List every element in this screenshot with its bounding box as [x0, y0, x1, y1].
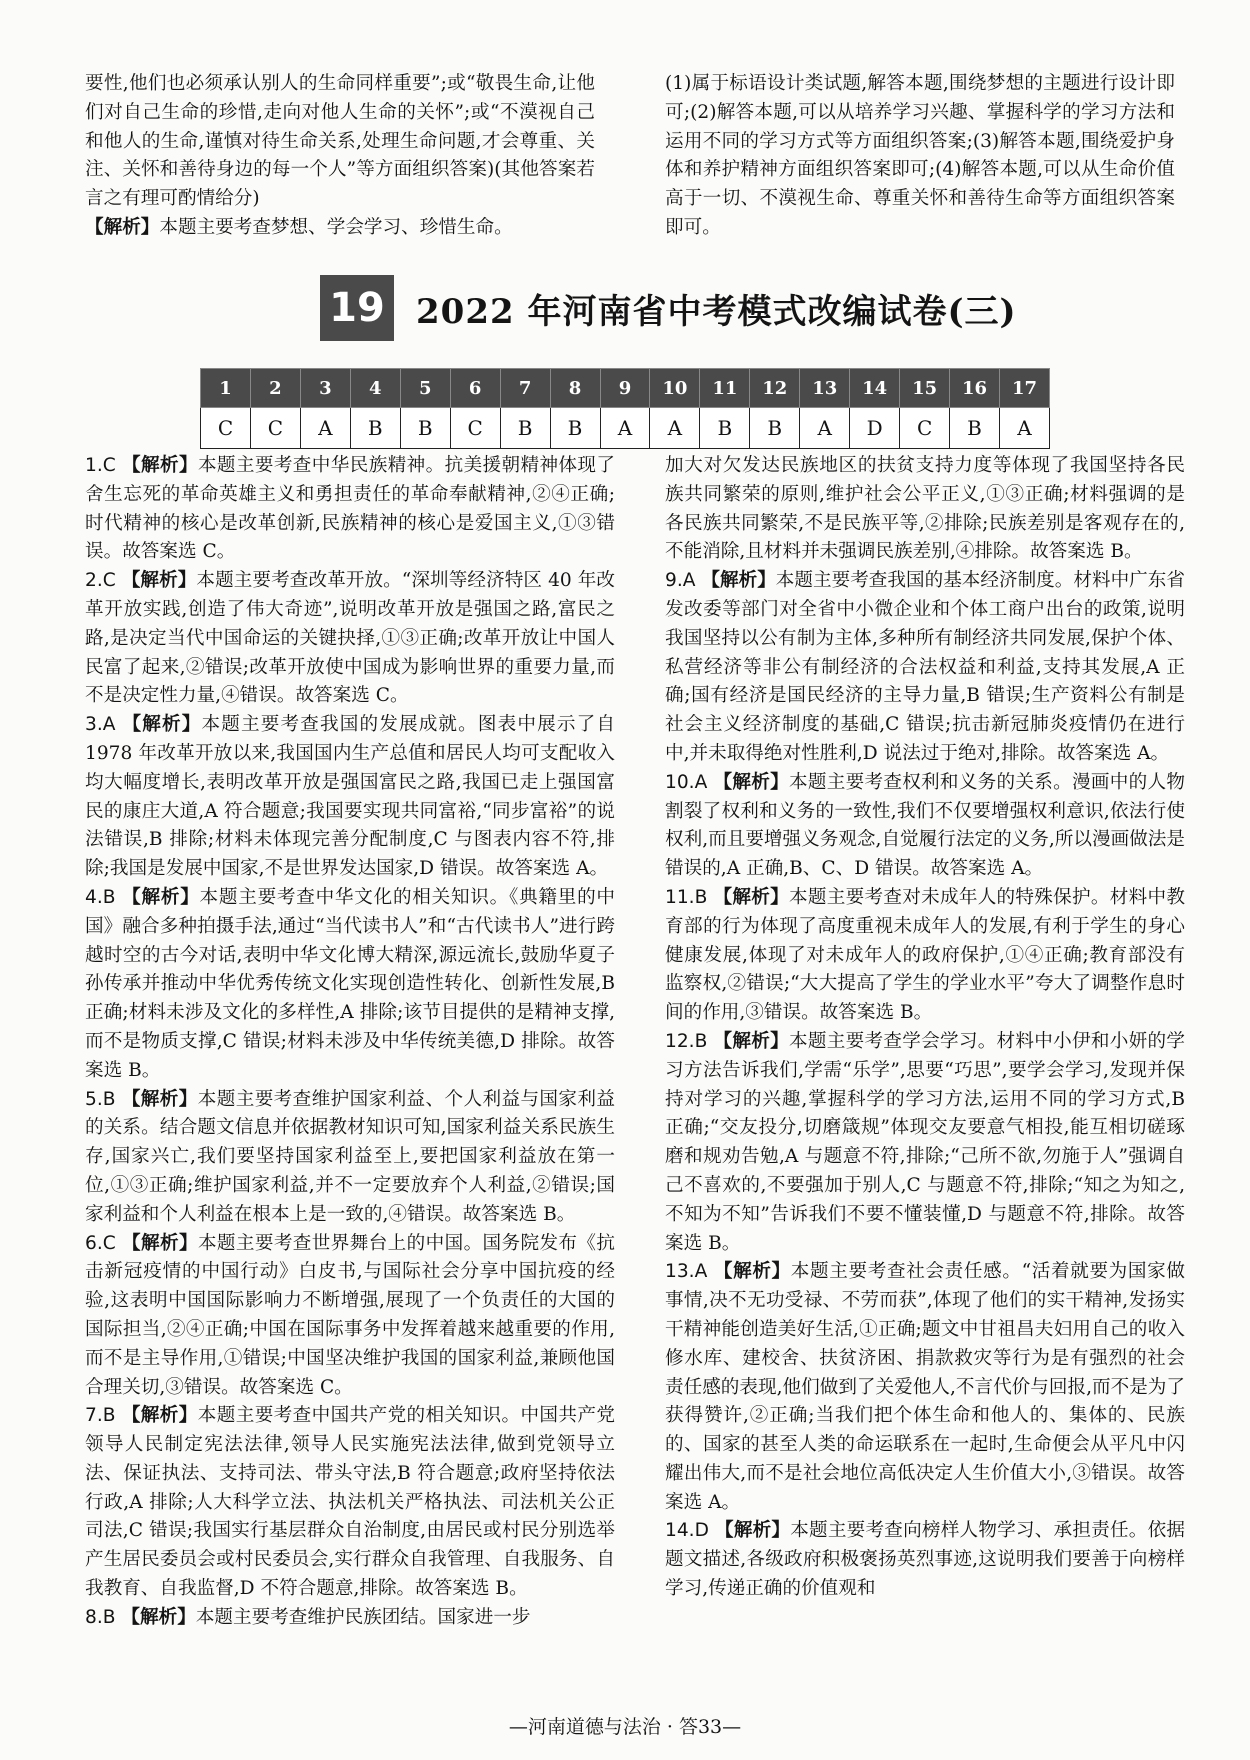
- answer-cell: B: [950, 408, 1000, 449]
- question-number-cell: 1: [201, 369, 251, 408]
- explanation-text: 本题主要考查改革开放。“深圳等经济特区 40 年改革开放实践,创造了伟大奇迹”,说明改革开放是强国之路,富民之路,是决定当代中国命运的关键抉择,①③正确;改革开放让中国人民富了起来,②错误;改革开放使中国成为影响世界的重要力量,而不是决定性力量,④错误。故答案选 C。: [85, 570, 615, 707]
- page-footer: —河南道德与法治 · 答33—: [508, 1716, 742, 1738]
- answer-explanation: [85, 1086, 615, 1230]
- question-number-cell: 8: [550, 369, 600, 408]
- explanation-text: 本题主要考查学会学习。材料中小伊和小妍的学习方法告诉我们,学需“乐学”,思要“巧思”,要学会学习,发现并保持对学习的兴趣,掌握科学的学习方法,运用不同的学习方式,B 正确;“交友投分,切磨箴规”体现交友要意气相投,能互相切磋琢磨和规劝告勉,A 与题意不符,排除;“己所不欲,勿施于人”强调自己不喜欢的,不要强加于别人,C 与题意不符,排除;“知之为知之,不知为不知”告诉我们不要不懂装懂,D 与题意不符,排除。故答案选 B。: [665, 1030, 1185, 1254]
- answer-cell: B: [500, 408, 550, 449]
- answer-cell: B: [400, 408, 450, 449]
- explanation-text: 本题主要考查我国的发展成就。图表中展示了自 1978 年改革开放以来,我国国内生产总值和居民人均可支配收入均大幅度增长,表明改革开放是强国富民之路,我国已走上强国富民的康庄大道,A 符合题意;我国要实现共同富裕,“同步富裕”的说法错误,B 排除;材料未体现完善分配制度,C 与图表内容不符,排除;我国是发展中国家,不是世界发达国家,D 错误。故答案选 A。: [85, 714, 615, 880]
- item-number: 4.B: [85, 886, 116, 908]
- answer-cell: B: [350, 408, 400, 449]
- analysis-tag: 【解析】: [122, 1232, 198, 1254]
- analysis-tag: 【解析】: [713, 886, 789, 908]
- analysis-tag: 【解析】: [121, 570, 197, 592]
- item-number: 5.B: [85, 1088, 116, 1110]
- explanation-text: 本题主要考查我国的基本经济制度。材料中广东省发改委等部门对全省中小微企业和个体工商户出台的政策,说明我国坚持以公有制为主体,多种所有制经济共同发展,保护个体、私营经济等非公有制经济的合法权益和利益,支持其发展,A 正确;国有经济是国民经济的主导力量,B 错误;生产资料公有制是社会主义经济制度的基础,C 错误;抗击新冠肺炎疫情仍在进行中,并未取得绝对性胜利,D 说法过于绝对,排除。故答案选 A。: [665, 570, 1185, 764]
- explanation-text: 本题主要考查中华文化的相关知识。《典籍里的中国》融合多种拍摄手法,通过“当代读书人”和“古代读书人”进行跨越时空的古今对话,表明中华文化博大精深,源远流长,鼓励华夏子孙传承并推动中华优秀传统文化实现创造性转化、创新性发展,B 正确;材料未涉及文化的多样性,A 排除;该节目提供的是精神支撑,而不是物质支撑,C 错误;材料未涉及中华传统美德,D 排除。故答案选 B。: [85, 886, 615, 1081]
- explanation-text: 本题主要考查世界舞台上的中国。国务院发布《抗击新冠疫情的中国行动》白皮书,与国际社会分享中国抗疫的经验,这表明中国国际影响力不断增强,展现了一个负责任的大国的国际担当,②④正确;中国在国际事务中发挥着越来越重要的作用,而不是主导作用,①错误;中国坚决维护我国的国家利益,兼顾他国合理关切,③错误。故答案选 C。: [85, 1232, 615, 1398]
- explanation-text: 本题主要考查权利和义务的关系。漫画中的人物割裂了权利和义务的一致性,我们不仅要增强权利意识,依法行使权利,而且要增强义务观念,自觉履行法定的义务,所以漫画做法是错误的,A 正确,B、C、D 错误。故答案选 A。: [665, 771, 1185, 880]
- answer-table-values-row: [201, 408, 1050, 449]
- analysis-tag: 【解析】: [701, 570, 776, 592]
- answer-cell: C: [201, 408, 251, 449]
- question-number-cell: 12: [750, 369, 800, 408]
- section-title: 2022 年河南省中考模式改编试卷(三): [416, 291, 1017, 332]
- item-number: 8.B: [85, 1606, 116, 1628]
- explanation-text: 本题主要考查向榜样人物学习、承担责任。依据题文描述,各级政府积极褒扬英烈事迹,这说明我们要善于向榜样学习,传递正确的价值观和: [665, 1520, 1185, 1600]
- question-number-cell: 15: [900, 369, 950, 408]
- item-number: 6.C: [85, 1232, 116, 1254]
- analysis-tag: 【解析】: [85, 216, 160, 238]
- answer-explanation: [665, 567, 1185, 769]
- answer-explanation: [665, 1258, 1185, 1517]
- item-number: 14.D: [665, 1520, 709, 1542]
- answer-cell: C: [900, 408, 950, 449]
- question-number-cell: 2: [250, 369, 300, 408]
- analysis-tag: 【解析】: [713, 1030, 789, 1052]
- answer-table-header-row: [201, 369, 1050, 408]
- analysis-tag: 【解析】: [121, 1405, 198, 1427]
- answer-cell: C: [250, 408, 300, 449]
- item-number: 2.C: [85, 570, 116, 592]
- answer-cell: B: [550, 408, 600, 449]
- item-number: 1.C: [85, 455, 116, 476]
- answer-explanation: [85, 452, 615, 567]
- explanation-text: 本题主要考查中国共产党的相关知识。中国共产党领导人民制定宪法法律,领导人民实施宪法法律,做到党领导立法、保证执法、支持司法、带头守法,B 符合题意;政府坚持依法行政,A 排除;人大科学立法、执法机关严格执法、司法机关公正司法,C 错误;我国实行基层群众自治制度,由居民或村民分别选举产生居民委员会或村民委员会,实行群众自我管理、自我服务、自我教育、自我监督,D 不符合题意,排除。故答案选 B。: [85, 1405, 615, 1600]
- analysis-tag: 【解析】: [122, 714, 202, 736]
- explanation-text: 本题主要考查维护民族团结。国家进一步: [195, 1606, 531, 1628]
- answer-explanation: [85, 1230, 615, 1403]
- answer-cell: A: [600, 408, 650, 449]
- question-number-cell: 11: [700, 369, 750, 408]
- answer-explanation: [665, 769, 1185, 884]
- question-number-cell: 3: [300, 369, 350, 408]
- item-number: 12.B: [665, 1030, 708, 1052]
- explanation-text: 本题主要考查对未成年人的特殊保护。材料中教育部的行为体现了高度重视未成年人的发展,有利于学生的身心健康发展,体现了对未成年人的政府保护,①④正确;教育部没有监察权,②错误;“大大提高了学生的学业水平”夸大了调整作息时间的作用,③错误。故答案选 B。: [665, 886, 1185, 1024]
- item-number: 13.A: [665, 1261, 708, 1283]
- analysis-tag: 【解析】: [715, 1520, 791, 1542]
- answer-explanation: [665, 1028, 1185, 1258]
- analysis-text: 本题主要考查梦想、学会学习、珍惜生命。: [159, 216, 513, 238]
- answer-explanation: [85, 711, 615, 884]
- question-number-cell: 13: [800, 369, 850, 408]
- answer-explanation: [85, 1402, 615, 1604]
- top-right-block: [665, 70, 1175, 243]
- right-column: [665, 452, 1185, 1604]
- left-column: [85, 452, 615, 1633]
- question-number-cell: 10: [650, 369, 700, 408]
- item-number: 11.B: [665, 886, 708, 908]
- question-number-cell: 5: [400, 369, 450, 408]
- top-left-text: 要性,他们也必须承认别人的生命同样重要”;或“敬畏生命,让他们对自己生命的珍惜,走向对他人生命的关怀”;或“不漠视自己和他人的生命,谨慎对待生命关系,处理生命问题,才会尊重、关注、关怀和善待身边的每一个人”等方面组织答案)(其他答案若言之有理可酌情给分): [85, 73, 595, 210]
- answer-explanation: [85, 884, 615, 1086]
- question-number-cell: 6: [450, 369, 500, 408]
- question-number-cell: 9: [600, 369, 650, 408]
- answer-cell: A: [800, 408, 850, 449]
- answer-cell: C: [450, 408, 500, 449]
- item-number: 3.A: [85, 714, 116, 736]
- top-left-block: [85, 70, 595, 243]
- explanation-text: 本题主要考查社会责任感。“活着就要为国家做事情,决不无功受禄、不劳而获”,体现了他们的实干精神,发扬实干精神能创造美好生活,①正确;题文中甘祖昌夫妇用自己的收入修水库、建校舍、扶贫济困、捐款救灾等行为是有强烈的社会责任感的表现,他们做到了关爱他人,不言代价与回报,而不是为了获得赞许,②正确;当我们把个体生命和他人的、集体的、民族的、国家的甚至人类的命运联系在一起时,生命便会从平凡中闪耀出伟大,而不是社会地位高低决定人生价值大小,③错误。故答案选 A。: [665, 1261, 1185, 1513]
- analysis-tag: 【解析】: [713, 1261, 791, 1283]
- analysis-tag: 【解析】: [122, 886, 200, 908]
- question-number-cell: 16: [950, 369, 1000, 408]
- explanation-text: 本题主要考查维护国家利益、个人利益与国家利益的关系。结合题文信息并依据教材知识可知,国家利益关系民族生存,国家兴亡,我们要坚持国家利益至上,要把国家利益放在第一位,①③正确;维护国家利益,并不一定要放弃个人利益,②错误;国家利益和个人利益在根本上是一致的,④错误。故答案选 B。: [85, 1088, 615, 1225]
- top-left-analysis: [85, 214, 595, 243]
- question-number-cell: 17: [1000, 369, 1050, 408]
- answer-cell: B: [700, 408, 750, 449]
- item-number: 10.A: [665, 771, 708, 793]
- answer-cell: D: [850, 408, 900, 449]
- analysis-tag: 【解析】: [122, 455, 198, 476]
- answer-table: [200, 368, 1050, 449]
- answer-cell: A: [650, 408, 700, 449]
- explanation-text: 本题主要考查中华民族精神。抗美援朝精神体现了舍生忘死的革命英雄主义和勇担责任的革命奉献精神,②④正确;时代精神的核心是改革创新,民族精神的核心是爱国主义,①③错误。故答案选 C。: [85, 455, 615, 563]
- question-number-cell: 7: [500, 369, 550, 408]
- top-right-text: (1)属于标语设计类试题,解答本题,围绕梦想的主题进行设计即可;(2)解答本题,可以从培养学习兴趣、掌握科学的学习方法和运用不同的学习方式等方面组织答案;(3)解答本题,围绕爱护身体和养护精神方面组织答案即可;(4)解答本题,可以从生命价值高于一切、不漠视生命、尊重关怀和善待生命等方面组织答案即可。: [665, 73, 1175, 238]
- question-number-cell: 14: [850, 369, 900, 408]
- analysis-tag: 【解析】: [121, 1088, 198, 1110]
- analysis-tag: 【解析】: [121, 1606, 196, 1628]
- section-number: 19: [320, 275, 394, 341]
- answer-explanation: [665, 452, 1185, 567]
- answer-cell: A: [300, 408, 350, 449]
- explanation-text: 加大对欠发达民族地区的扶贫支持力度等体现了我国坚持各民族共同繁荣的原则,维护社会公平正义,①③正确;材料强调的是各民族共同繁荣,不是民族平等,②排除;民族差别是客观存在的,不能消除,且材料并未强调民族差别,④排除。故答案选 B。: [665, 455, 1185, 563]
- item-number: 7.B: [85, 1405, 116, 1427]
- answer-explanation: [85, 567, 615, 711]
- answer-explanation: [85, 1604, 615, 1633]
- answer-cell: A: [1000, 408, 1050, 449]
- answer-explanation: [665, 884, 1185, 1028]
- item-number: 9.A: [665, 570, 696, 592]
- section-banner: [320, 275, 1017, 341]
- question-number-cell: 4: [350, 369, 400, 408]
- answer-cell: B: [750, 408, 800, 449]
- answer-explanation: [665, 1517, 1185, 1603]
- analysis-tag: 【解析】: [713, 771, 789, 793]
